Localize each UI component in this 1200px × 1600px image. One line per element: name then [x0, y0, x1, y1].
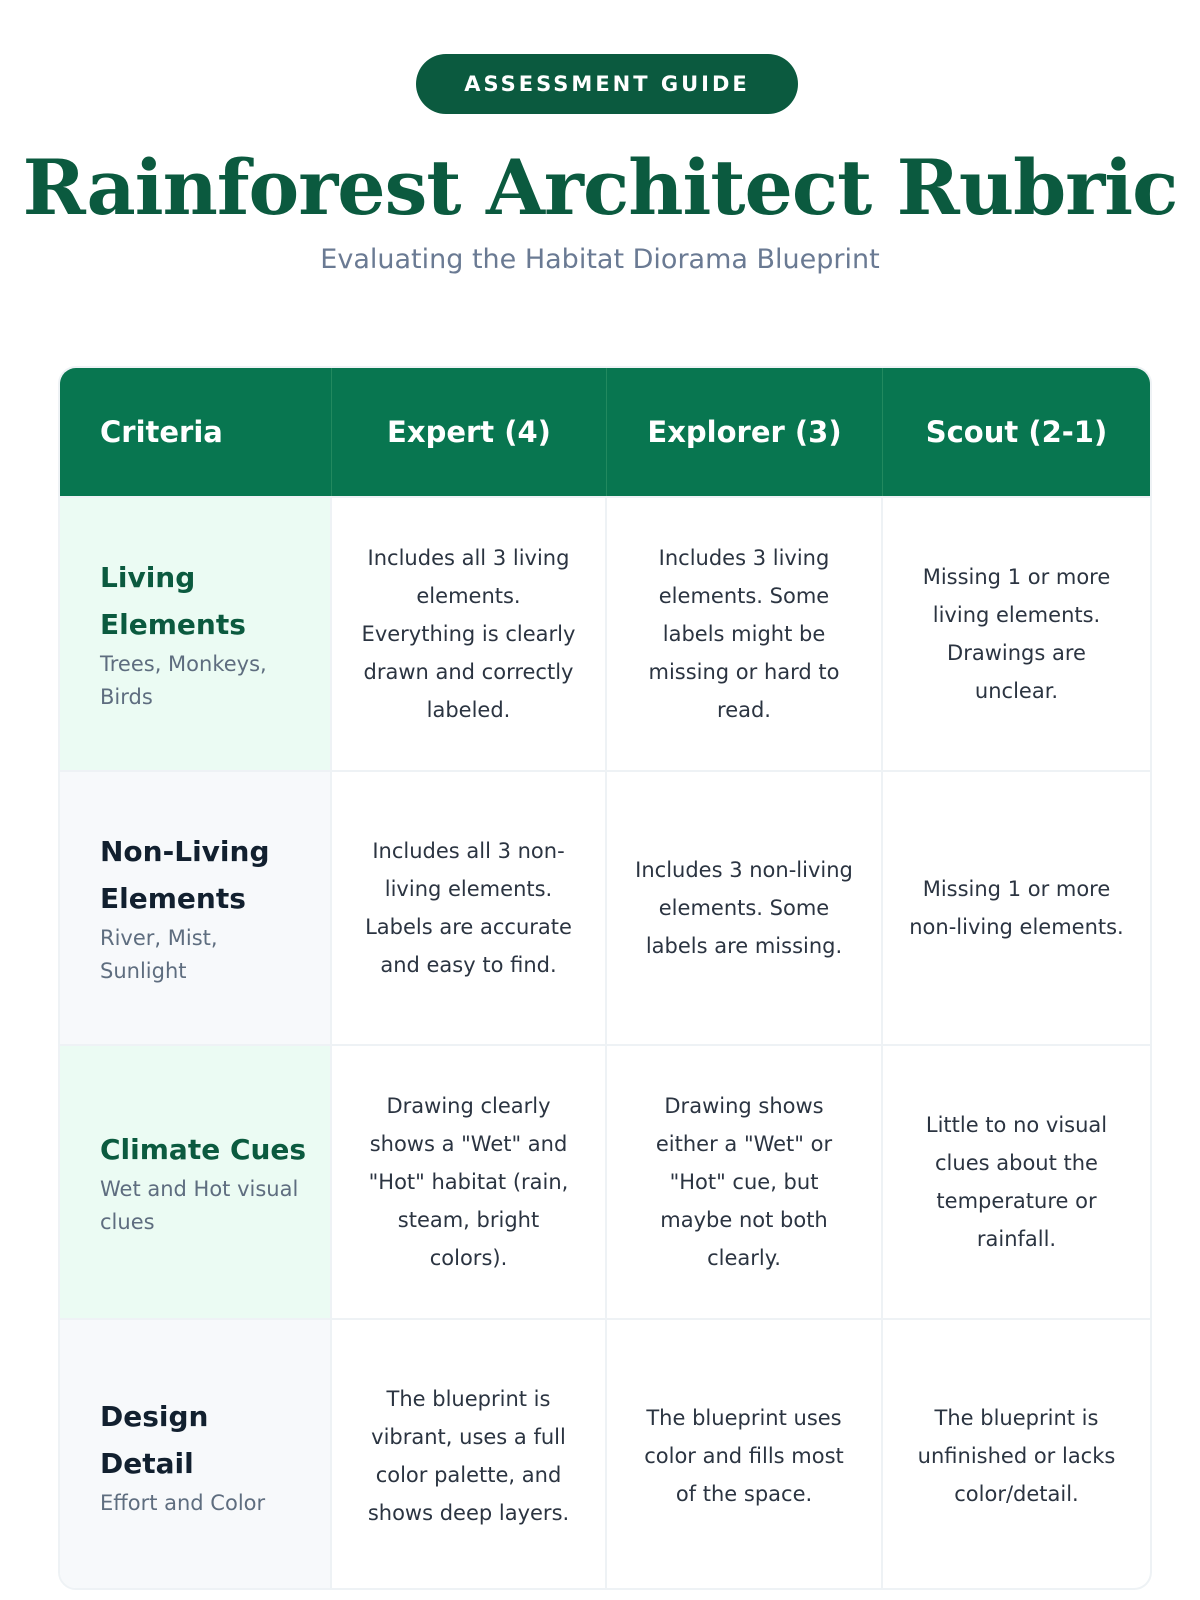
scout-description: The blueprint is unfinished or lacks color/detail. [917, 1406, 1116, 1506]
explorer-description: Includes 3 living elements. Some labels might be missing or hard to read. [607, 498, 883, 770]
criteria-cell [60, 1320, 332, 1590]
header-expert: Expert (4) [332, 368, 607, 496]
criteria-title: Climate Cues [100, 1132, 307, 1166]
table-row [60, 770, 1150, 1044]
criteria-subtitle: Wet and Hot visual clues [100, 1176, 299, 1234]
criteria-subtitle: Trees, Monkeys, Birds [100, 652, 267, 709]
table-row [60, 496, 1150, 770]
expert-description: Includes all 3 non-living elements. Labels are accurate and easy to find. [332, 772, 607, 1044]
table-row [60, 1318, 1150, 1590]
explorer-description: The blueprint uses color and fills most of the space. [607, 1320, 883, 1590]
header-criteria: Criteria [60, 368, 332, 496]
header-scout: Scout (2-1) [925, 415, 1108, 449]
header-explorer: Explorer (3) [607, 368, 883, 496]
assessment-guide-badge: ASSESSMENT GUIDE [416, 54, 798, 114]
criteria-cell [60, 772, 332, 1044]
table-row [60, 1044, 1150, 1318]
criteria-cell [60, 498, 332, 770]
criteria-cell [60, 1046, 332, 1318]
criteria-subtitle: River, Mist, Sunlight [100, 926, 218, 983]
scout-description: Little to no visual clues about the temperature or rainfall. [925, 1113, 1108, 1251]
criteria-title: Living Elements [100, 561, 246, 641]
page-title: Rainforest Architect Rubric [22, 143, 1178, 232]
expert-description: The blueprint is vibrant, uses a full color palette, and shows deep layers. [332, 1320, 607, 1590]
page-subtitle: Evaluating the Habitat Diorama Blueprint [320, 244, 880, 275]
table-header-row [60, 368, 1150, 496]
explorer-description: Includes 3 non-living elements. Some labels are missing. [607, 772, 883, 1044]
expert-description: Drawing clearly shows a "Wet" and "Hot" habitat (rain, steam, bright colors). [332, 1046, 607, 1318]
criteria-title: Design Detail [100, 1399, 209, 1480]
expert-description: Includes all 3 living elements. Everything is clearly drawn and correctly labeled. [332, 498, 607, 770]
explorer-description: Drawing shows either a "Wet" or "Hot" cue, but maybe not both clearly. [607, 1046, 883, 1318]
criteria-subtitle: Effort and Color [100, 1490, 266, 1515]
scout-description: Missing 1 or more non-living elements. [909, 877, 1124, 939]
rubric-table [58, 366, 1152, 1590]
criteria-title: Non-Living Elements [100, 835, 270, 915]
scout-description: Missing 1 or more living elements. Drawings are unclear. [922, 565, 1111, 703]
